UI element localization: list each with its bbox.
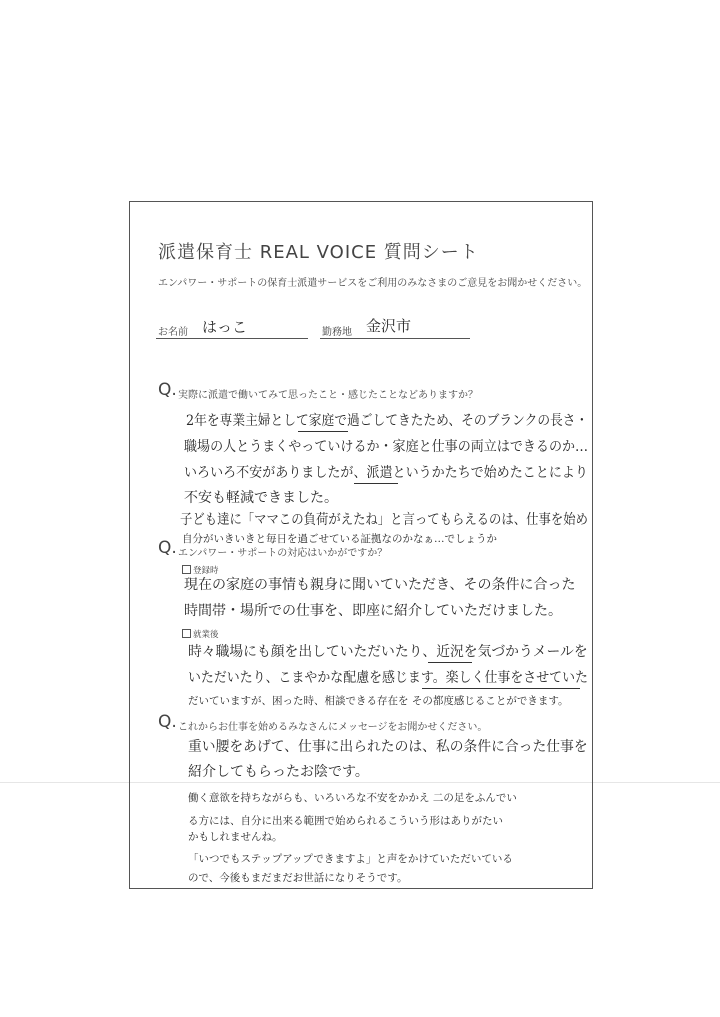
q1-question: 実際に派遣で働いてみて思ったこと・感じたことなどありますか？ (178, 390, 478, 401)
q3-answer-line: ので、今後もまだまだお世話になりそうです。 (188, 872, 408, 884)
name-label: お名前 (158, 327, 188, 338)
underline-mark (422, 688, 580, 689)
name-value: はっこ (202, 318, 248, 336)
q3-answer-line: 重い腰をあげて、仕事に出られたのは、私の条件に合った仕事を (188, 739, 588, 755)
q2-registration-line: 現在の家庭の事情も親身に聞いていただき、その条件に合った (184, 577, 576, 593)
q2-after-work-line: だいていますが、困った時、相談できる存在を その都度感じることができます。 (188, 695, 569, 707)
q2-after-work-line: 時々職場にも顔を出していただいたり、近況を気づかうメールを (188, 644, 588, 660)
q2-question: エンパワー・サポートの対応はいかがですか？ (178, 548, 388, 559)
q1-answer-line: 職場の人とうまくやっていけるか・家庭と仕事の両立はできるのか… (184, 439, 589, 455)
registration-section-label (182, 564, 219, 576)
q3-answer-line: る方には、自分に出来る範囲で始められるこういう形はありがたい (188, 815, 503, 827)
q3-mark: Q. (158, 712, 177, 732)
q3-answer-line: かもしれませんね。 (188, 831, 283, 843)
underline-mark (298, 431, 348, 432)
q3-question: これからお仕事を始めるみなさんにメッセージをお聞かせください。 (178, 722, 488, 733)
q1-answer-line: 子ども達に「ママこの負荷がえたね」と言ってもらえるのは、仕事を始め (180, 512, 588, 528)
sheet-title: 派遣保育士 REAL VOICE 質問シート (158, 242, 479, 263)
checkbox-icon (182, 629, 191, 638)
underline-mark (428, 662, 472, 663)
after-work-section-label (182, 628, 219, 640)
q1-answer-line: いろいろ不安がありましたが、派遣というかたちで始めたことにより (184, 465, 588, 481)
q2-after-work-line: いただいたり、こまやかな配慮を感じます。楽しく仕事をさせていた (188, 670, 588, 686)
q1-answer-line: 不安も軽減できました。 (184, 490, 338, 506)
after-work-label-text: 就業後 (193, 630, 219, 640)
underline-mark (354, 483, 398, 484)
registration-label-text: 登録時 (193, 566, 219, 576)
checkbox-icon (182, 565, 191, 574)
workplace-value: 金沢市 (366, 317, 412, 335)
name-underline (156, 338, 308, 339)
q2-registration-line: 時間帯・場所での仕事を、即座に紹介していただけました。 (184, 603, 562, 619)
workplace-label: 勤務地 (322, 327, 352, 338)
questionnaire-sheet (129, 201, 593, 889)
q1-answer-line: 2年を専業主婦として家庭で過ごしてきたため、そのブランクの長さ・ (186, 413, 589, 429)
q3-answer-line: 紹介してもらったお陰です。 (188, 764, 369, 780)
q3-answer-line: 働く意欲を持ちながらも、いろいろな不安をかかえ 二の足をふんでい (188, 792, 517, 804)
workplace-underline (320, 338, 470, 339)
q2-mark: Q. (158, 538, 177, 558)
sheet-subtitle: エンパワー・サポートの保育士派遣サービスをご利用のみなさまのご意見をお聞かせください。 (158, 278, 588, 289)
q1-answer-line: 自分がいきいきと毎日を過ごせている証拠なのかなぁ…でしょうか (182, 533, 497, 545)
q3-answer-line: 「いつでもステップアップできますよ」と声をかけていただいている (188, 853, 513, 865)
q1-mark: Q. (158, 380, 177, 400)
